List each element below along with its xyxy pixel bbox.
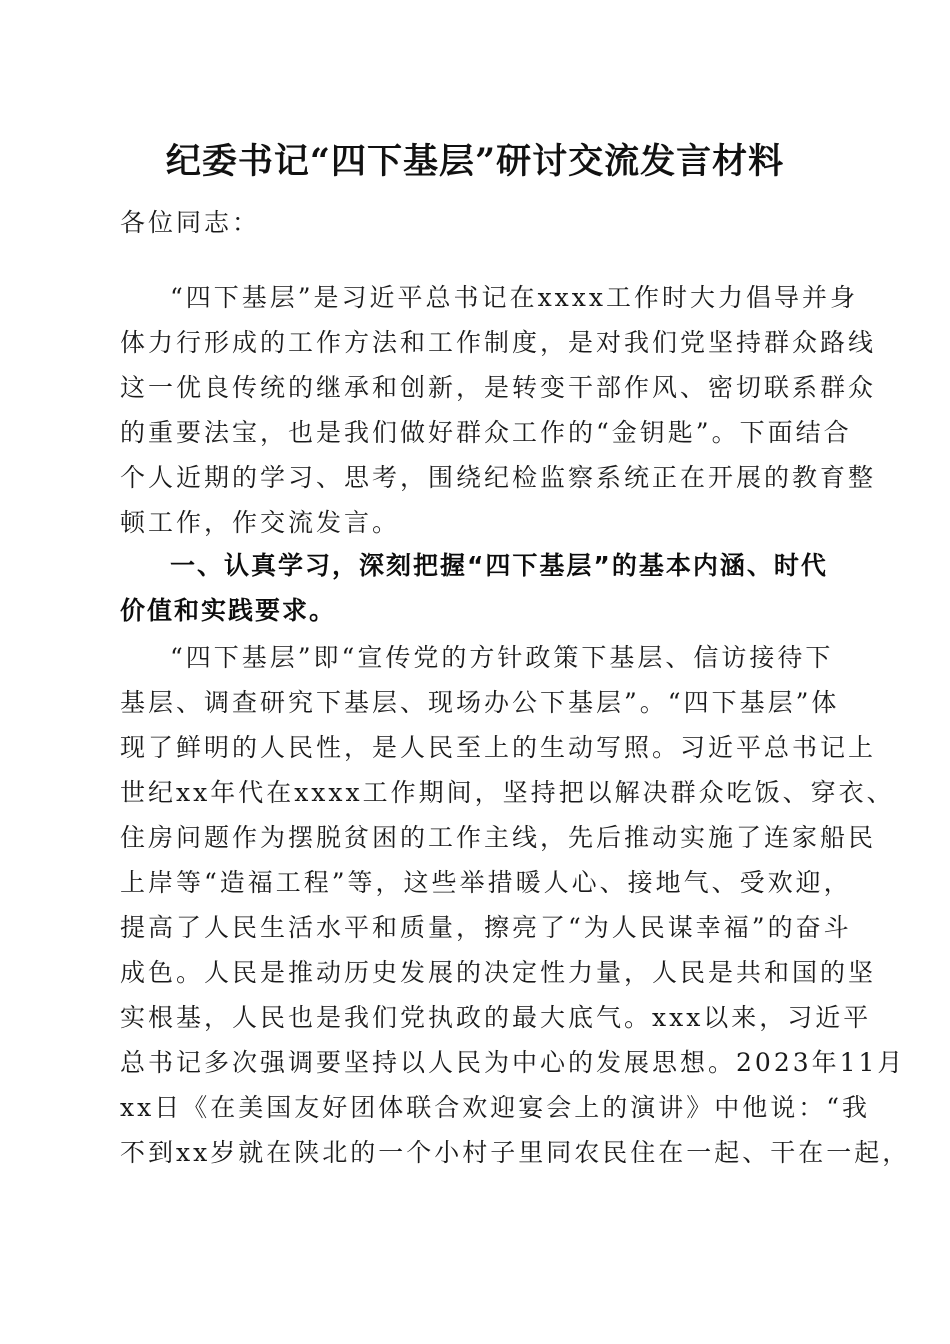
- paragraph-line: 上岸等“造福工程”等，这些举措暖人心、接地气、受欢迎，: [120, 868, 852, 897]
- paragraph-line: “四下基层”即“宣传党的方针政策下基层、信访接待下: [170, 643, 834, 672]
- paragraph-line: 这一优良传统的继承和创新，是转变干部作风、密切联系群众: [120, 373, 877, 402]
- paragraph-line: xx日《在美国友好团体联合欢迎宴会上的演讲》中他说：“我: [120, 1093, 870, 1122]
- paragraph-line: 的重要法宝，也是我们做好群众工作的“金钥匙”。下面结合: [120, 418, 852, 447]
- salutation: 各位同志：: [120, 208, 261, 237]
- paragraph-line: 实根基，人民也是我们党执政的最大底气。xxx以来，习近平: [120, 1003, 872, 1032]
- paragraph-line: 现了鲜明的人民性，是人民至上的生动写照。习近平总书记上: [120, 733, 877, 762]
- section-heading-line: 一、认真学习，深刻把握“四下基层”的基本内涵、时代: [170, 551, 828, 580]
- paragraph-line: 基层、调查研究下基层、现场办公下基层”。“四下基层”体: [120, 688, 840, 717]
- paragraph-line: 不到xx岁就在陕北的一个小村子里同农民住在一起、干在一起，: [120, 1138, 911, 1167]
- paragraph-line: 提高了人民生活水平和质量，擦亮了“为人民谋幸福”的奋斗: [120, 913, 852, 942]
- paragraph-line: 世纪xx年代在xxxx工作期间，坚持把以解决群众吃饭、穿衣、: [120, 778, 895, 807]
- document-title: 纪委书记“四下基层”研讨交流发言材料: [165, 141, 785, 182]
- paragraph-line: 顿工作，作交流发言。: [120, 508, 401, 537]
- paragraph-line: 个人近期的学习、思考，围绕纪检监察系统正在开展的教育整: [120, 463, 877, 492]
- paragraph-line: 成色。人民是推动历史发展的决定性力量，人民是共和国的坚: [120, 958, 877, 987]
- paragraph-line: 总书记多次强调要坚持以人民为中心的发展思想。2023年11月: [120, 1048, 906, 1077]
- paragraph-line: “四下基层”是习近平总书记在xxxx工作时大力倡导并身: [170, 283, 858, 312]
- paragraph-line: 体力行形成的工作方法和工作制度，是对我们党坚持群众路线: [120, 328, 877, 357]
- paragraph-line: 住房问题作为摆脱贫困的工作主线，先后推动实施了连家船民: [120, 823, 877, 852]
- section-heading-line: 价值和实践要求。: [120, 596, 337, 625]
